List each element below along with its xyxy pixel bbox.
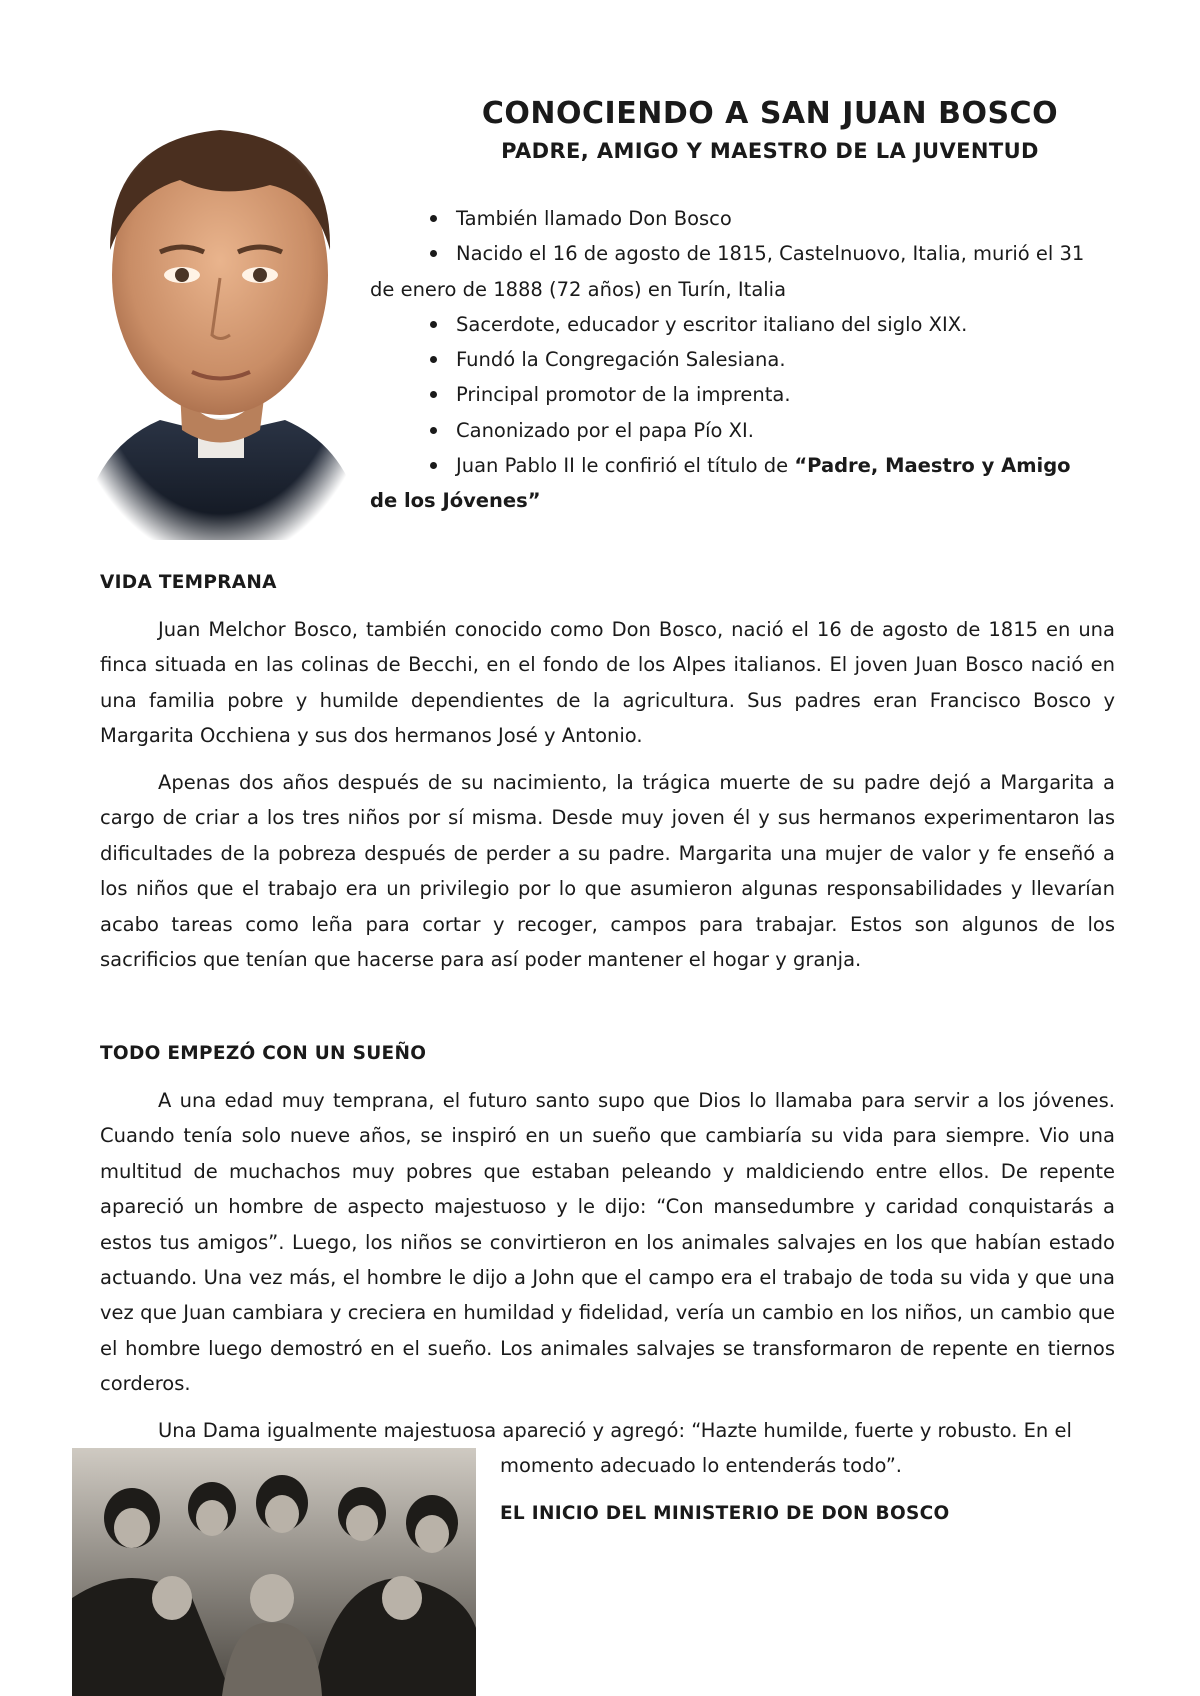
list-item: Canonizado por el papa Pío XI. xyxy=(400,413,1100,448)
section-heading: VIDA TEMPRANA xyxy=(100,572,277,593)
fact-list xyxy=(370,201,1100,519)
bullet-icon xyxy=(430,356,437,363)
list-item: Juan Pablo II le confirió el título de “Padre, Maestro y Amigo de los Jóvenes” xyxy=(370,454,1071,513)
bullet-icon xyxy=(430,250,437,257)
paragraph: A una edad muy temprana, el futuro santo supo que Dios lo llamaba para servir a los jóvenes. Cuando tenía solo nueve años, se inspiró en un sueño que cambiaría su vida para siempre. Vio una multitud de muchachos muy pobres que estaban peleando y maldiciendo entre ellos. De repente apareció un hombre de aspecto majestuoso y le dijo: “Con mansedumbre y caridad conquistarás a estos tus amigos”. Luego, los niños se convirtieron en los animales salvajes en los que habían estado actuando. Una vez más, el hombre le dijo a John que el campo era el trabajo de toda su vida y que una vez que Juan cambiara y creciera en humildad y fidelidad, vería un cambio en los niños, un cambio que el hombre luego demostró en el sueño. Los animales salvajes se transformaron de repente en tiernos corderos. xyxy=(100,1089,1115,1396)
title-block xyxy=(400,96,1140,163)
don-bosco-portrait xyxy=(70,100,370,540)
bullet-icon xyxy=(430,462,437,469)
section-heading: TODO EMPEZÓ CON UN SUEÑO xyxy=(100,1043,427,1064)
bullet-icon xyxy=(430,215,437,222)
list-item: Sacerdote, educador y escritor italiano del siglo XIX. xyxy=(400,307,1100,342)
page-subtitle: PADRE, AMIGO Y MAESTRO DE LA JUVENTUD xyxy=(501,139,1039,163)
historic-group-photo xyxy=(72,1448,476,1696)
section-heading: EL INICIO DEL MINISTERIO DE DON BOSCO xyxy=(500,1503,950,1524)
paragraph-continued: momento adecuado lo entenderás todo”. xyxy=(500,1454,903,1477)
paragraph: Una Dama igualmente majestuosa apareció y agregó: “Hazte humilde, fuerte y robusto. En el xyxy=(158,1419,1072,1442)
bullet-icon xyxy=(430,427,437,434)
list-item: Nacido el 16 de agosto de 1815, Castelnuovo, Italia, murió el 31 de enero de 1888 (72 años) en Turín, Italia xyxy=(370,242,1085,301)
bullet-icon xyxy=(430,321,437,328)
list-item: También llamado Don Bosco xyxy=(400,201,1100,236)
title-quote: “Padre, Maestro y Amigo de los Jóvenes” xyxy=(370,454,1071,513)
paragraph: Apenas dos años después de su nacimiento, la trágica muerte de su padre dejó a Margarita a cargo de criar a los tres niños por sí misma. Desde muy joven él y sus hermanos experimentaron las dificultades de la pobreza después de perder a su padre. Margarita una mujer de valor y fe enseñó a los niños que el trabajo era un privilegio por lo que asumieron algunas responsabilidades y llevarían acabo tareas como leña para cortar y recoger, campos para trabajar. Estos son algunos de los sacrificios que tenían que hacerse para así poder mantener el hogar y granja. xyxy=(100,771,1115,972)
page-title: CONOCIENDO A SAN JUAN BOSCO xyxy=(481,96,1059,131)
list-item: Fundó la Congregación Salesiana. xyxy=(400,342,1100,377)
list-item: Principal promotor de la imprenta. xyxy=(400,377,1100,412)
bullet-icon xyxy=(430,391,437,398)
paragraph: Juan Melchor Bosco, también conocido como Don Bosco, nació el 16 de agosto de 1815 en una finca situada en las colinas de Becchi, en el fondo de los Alpes italianos. El joven Juan Bosco nació en una familia pobre y humilde dependientes de la agricultura. Sus padres eran Francisco Bosco y Margarita Occhiena y sus dos hermanos José y Antonio. xyxy=(100,618,1115,748)
